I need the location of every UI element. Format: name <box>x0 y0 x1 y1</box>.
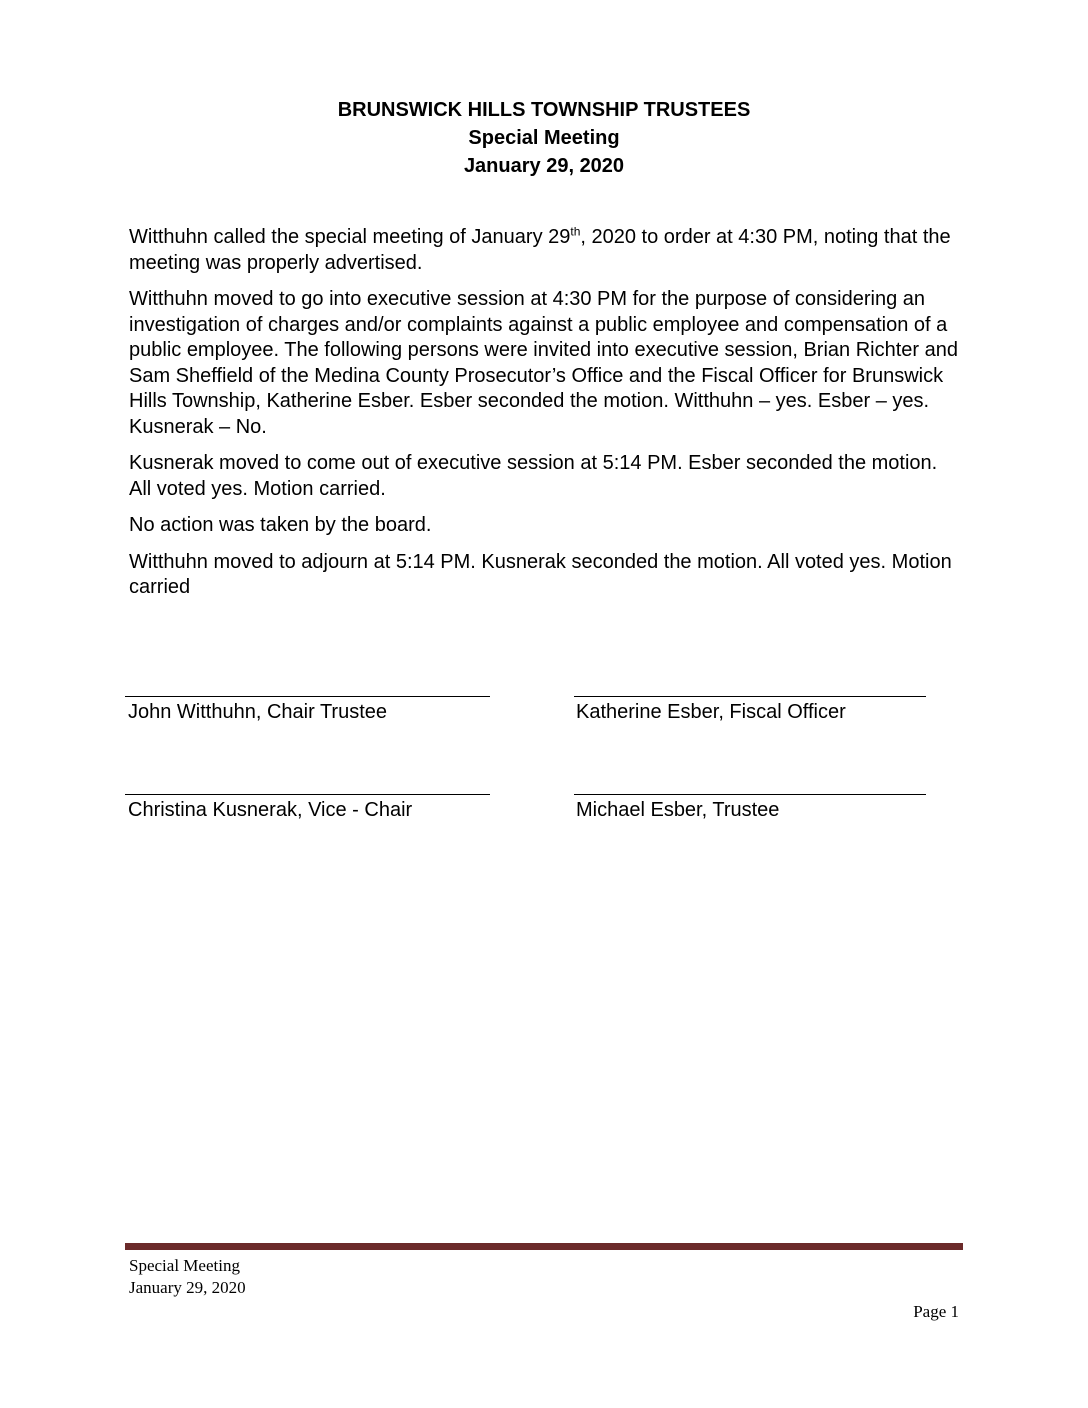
footer-rule <box>125 1243 963 1250</box>
paragraph-exit-session: Kusnerak moved to come out of executive session at 5:14 PM. Esber seconded the motion. All voted yes. Motion carried. <box>129 452 938 500</box>
paragraph-adjourn: Witthuhn moved to adjourn at 5:14 PM. Kusnerak seconded the motion. All voted yes. Motion carried <box>129 550 952 598</box>
paragraph-call-to-order-part1: Witthuhn called the special meeting of January 29 <box>129 226 571 248</box>
signature-line-trustee <box>574 794 926 795</box>
signature-line-vice-chair <box>125 794 490 795</box>
meeting-type-title: Special Meeting <box>468 127 620 149</box>
minutes-body <box>129 225 959 612</box>
meeting-date-title: January 29, 2020 <box>463 155 625 177</box>
paragraph-executive-session: Witthuhn moved to go into executive session at 4:30 PM for the purpose of considering an investigation of charges and/or complaints against a public employee and compensation of a public employee. The following persons were invited into executive session, Brian Richter and Sam Sheffield of the Medina County Prosecutor’s Office and the Fiscal Officer for Brunswick Hills Township, Katherine Esber. Esber seconded the motion. Witthuhn – yes. Esber – yes. Kusnerak – No. <box>129 288 958 438</box>
signature-label-chair: John Witthuhn, Chair Trustee <box>128 701 388 723</box>
paragraph-call-to-order-part2: , 2020 to order at 4:30 PM, noting that the meeting was properly advertised. <box>129 226 951 274</box>
paragraph-call-to-order <box>129 225 959 276</box>
signature-label-trustee: Michael Esber, Trustee <box>576 799 780 821</box>
signature-label-vice-chair: Christina Kusnerak, Vice - Chair <box>128 799 413 821</box>
footer-meeting-type: Special Meeting <box>129 1256 240 1275</box>
organization-title: BRUNSWICK HILLS TOWNSHIP TRUSTEES <box>337 99 751 121</box>
paragraph-no-action: No action was taken by the board. <box>129 514 432 536</box>
footer-date: January 29, 2020 <box>129 1278 246 1297</box>
footer-page-number: Page 1 <box>913 1302 959 1321</box>
signature-line-fiscal-officer <box>574 696 926 697</box>
document-header <box>0 96 1088 180</box>
signature-line-chair <box>125 696 490 697</box>
ordinal-suffix: th <box>570 224 581 239</box>
signature-label-fiscal-officer: Katherine Esber, Fiscal Officer <box>576 701 846 723</box>
